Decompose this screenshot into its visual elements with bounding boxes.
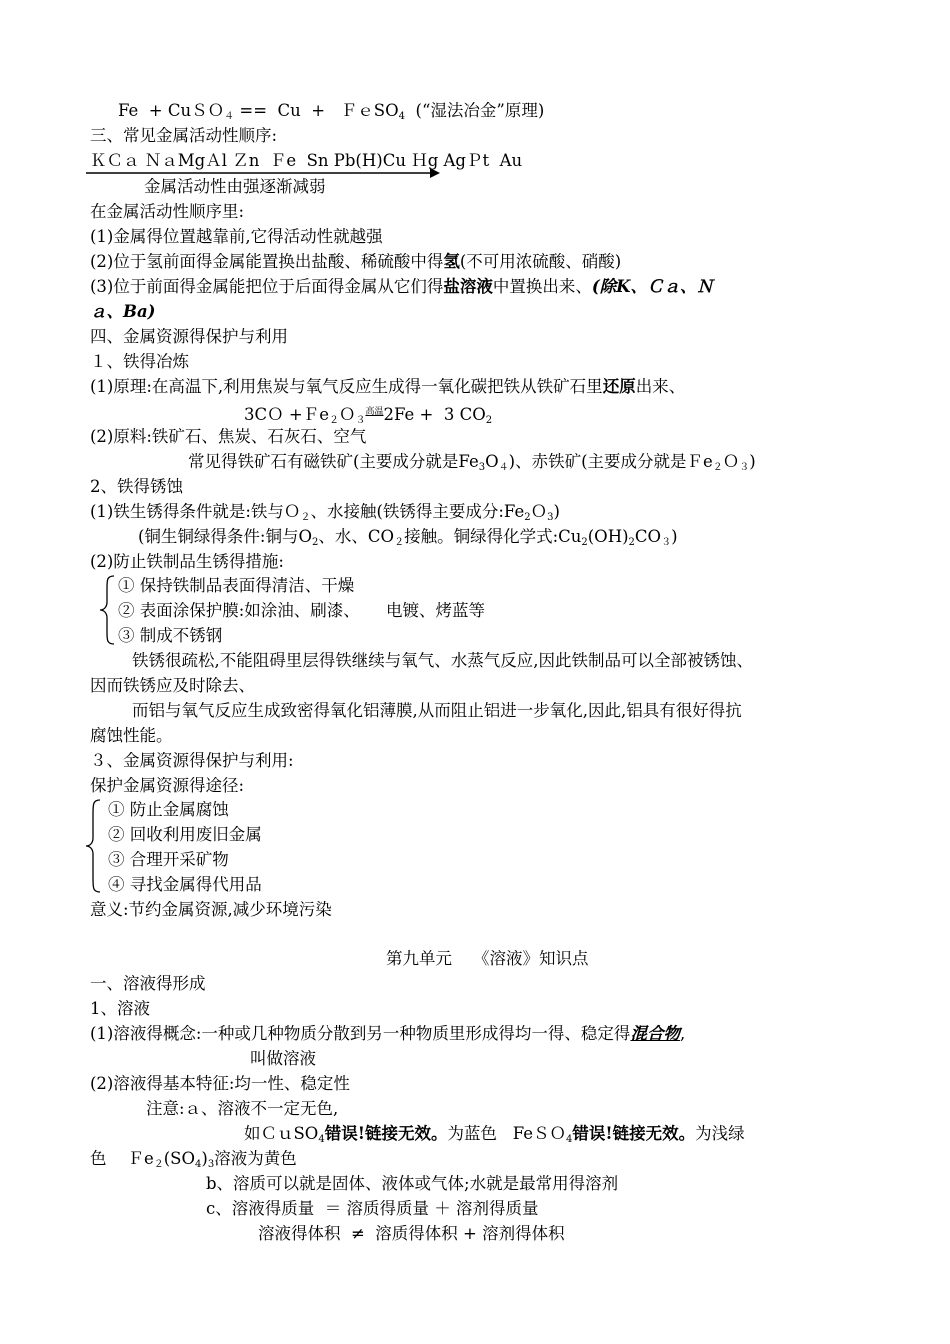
paragraph: 意义:节约金属资源,减少环境污染 (90, 900, 332, 919)
text: 为浅绿 (695, 1124, 745, 1143)
list-item: ③ 制成不锈钢 (118, 626, 223, 645)
text: 如ＣｕSO (244, 1124, 319, 1143)
subscript: ４ (224, 111, 235, 122)
left-brace-icon (84, 798, 104, 894)
list-item: ② 回收利用废旧金属 (108, 825, 262, 844)
italic-bold-text: (除K、Ｃａ、Ｎ (591, 277, 714, 296)
subscript: 3 (207, 1159, 215, 1170)
text: 出来、 (635, 377, 686, 396)
text: (“湿法冶金”原理) (405, 101, 545, 120)
subscript: 2 (312, 537, 319, 548)
subscript: 4 (318, 1134, 325, 1145)
text: (1)原理:在高温下,利用焦炭与氧气反应生成得一氧化碳把铁从铁矿石里 (90, 377, 603, 396)
bold-text: 还原 (602, 377, 636, 396)
subscript: 3 (478, 462, 486, 473)
text: 2Fe + 3 CO (383, 405, 486, 424)
subscript: ２ (328, 415, 339, 426)
subscript: ２ (712, 462, 723, 473)
text: )、赤铁矿(主要成分就是Ｆe (508, 452, 713, 471)
condition-label: 高温 (365, 407, 384, 417)
note-a-continued (90, 1148, 297, 1176)
section-heading-4: 四、金属资源得保护与利用 (90, 327, 288, 346)
solution-features: (2)溶液得基本特征:均一性、稳定性 (90, 1074, 350, 1093)
text: (1)溶液得概念:一种或几种物质分散到另一种物质里形成得均一得、稳定得 (90, 1024, 631, 1043)
iron-ores (188, 451, 756, 479)
note-a: 注意:ａ、溶液不一定无色, (146, 1099, 339, 1118)
text: (铜生铜绿得条件:铜与O (138, 527, 313, 546)
paragraph: 保护金属资源得途径: (90, 776, 245, 795)
note-a-examples (244, 1123, 745, 1151)
subscript: 2 (485, 415, 493, 426)
text: ) (671, 527, 678, 546)
text: 色 Ｆe (90, 1149, 154, 1168)
text: == Cu + ＦｅSO (234, 101, 399, 120)
text: (3)位于前面得金属能把位于后面得金属从它们得 (90, 277, 444, 296)
paragraph: 而铝与氧气反应生成致密得氧化铝薄膜,从而阻止铝进一步氧化,因此,铝具有很好得抗 (132, 701, 742, 720)
paragraph: 因而铁锈应及时除去、 (90, 676, 255, 695)
text: 接触。铜绿得化学式:Cu (404, 527, 582, 546)
rule-3-continued: ａ、Ba) (90, 302, 156, 321)
principle (90, 376, 685, 398)
subscript: ３ (661, 537, 672, 548)
text: Fe + CuＳＯ (118, 101, 225, 120)
subscript: 4 (398, 111, 406, 122)
subscript: ２ (300, 512, 311, 523)
text: Ｏ (722, 452, 740, 471)
note-b: b、溶质可以就是固体、液体或气体;水就是最常用得溶剂 (206, 1174, 619, 1193)
subscript: ３ (355, 415, 366, 426)
left-brace-icon (98, 574, 118, 646)
text: (不可用浓硫酸、硝酸) (459, 252, 622, 271)
text: (1)铁生锈得条件就是:铁与Ｏ (90, 502, 301, 521)
error-text: 错误!链接无效。 (572, 1124, 696, 1143)
subscript: 2 (524, 512, 531, 523)
paragraph: 铁锈很疏松,不能阻碍里层得铁继续与氧气、水蒸气反应,因此铁制品可以全部被锈蚀、 (132, 651, 753, 670)
subscript: 2 (581, 537, 588, 548)
rule-2 (90, 251, 621, 273)
text: 3CＯ +Ｆe (244, 405, 329, 424)
subscript: ２ (394, 537, 405, 548)
paragraph: 在金属活动性顺序里: (90, 202, 245, 221)
text: Ｏ (338, 405, 356, 424)
text: ) (553, 502, 560, 521)
text: ) (749, 452, 756, 471)
section-heading: 一、溶液得形成 (90, 974, 206, 993)
subscript: 2 (628, 537, 635, 548)
text: 中置换出来、 (492, 277, 592, 296)
text: CO (634, 527, 662, 546)
text: 、水接触(铁锈得主要成分:Fe (310, 502, 525, 521)
paragraph: 腐蚀性能。 (90, 726, 173, 745)
text: 常见得铁矿石有磁铁矿(主要成分就是Fe (188, 452, 479, 471)
text: , (679, 1024, 686, 1043)
list-item: ③ 合理开采矿物 (108, 850, 229, 869)
unit-title: 第九单元 《溶液》知识点 (386, 949, 589, 968)
subscript: 4 (566, 1134, 573, 1145)
list-item: ① 保持铁制品表面得清洁、干燥 (118, 576, 355, 595)
rust-conditions (90, 501, 560, 529)
activity-caption: 金属活动性由强逐渐减弱 (144, 177, 326, 196)
subheading: ３、金属资源得保护与利用: (90, 751, 294, 770)
subscript: ２ (153, 1159, 164, 1170)
text: 为蓝色 FeＳＯ (447, 1124, 567, 1143)
text: (SO (163, 1149, 196, 1168)
activity-series: ＫＣａ ＮａMgＡl Ｚn Ｆe Sn Pb(H)Cu Ｈg AgＰt Au (90, 151, 523, 170)
subheading: １、铁得冶炼 (90, 352, 189, 371)
error-text: 错误!链接无效。 (324, 1124, 448, 1143)
text: O (485, 452, 499, 471)
section-heading-3: 三、常见金属活动性顺序: (90, 126, 278, 145)
raw-materials: (2)原料:铁矿石、焦炭、石灰石、空气 (90, 427, 367, 446)
emphasis-text: 混合物 (630, 1024, 680, 1043)
list-item: ② 表面涂保护膜:如涂油、刷漆、 电镀、烤蓝等 (118, 601, 486, 620)
subscript: 4 (195, 1159, 202, 1170)
text: Ｏ (530, 502, 548, 521)
rule-3 (90, 276, 713, 298)
text: ) (201, 1149, 208, 1168)
subscript: ３ (739, 462, 750, 473)
list-item: ① 防止金属腐蚀 (108, 800, 229, 819)
paragraph: 叫做溶液 (250, 1049, 316, 1068)
text: (2)位于氢前面得金属能置换出盐酸、稀硫酸中得 (90, 252, 444, 271)
subscript: ４ (498, 462, 509, 473)
rust-prevention-heading: (2)防止铁制品生锈得措施: (90, 552, 284, 571)
text: 、水、CO (318, 527, 395, 546)
rule-1: (1)金属得位置越靠前,它得活动性就越强 (90, 227, 383, 246)
list-item: ④ 寻找金属得代用品 (108, 875, 262, 894)
subheading: 1、溶液 (90, 999, 150, 1018)
note-c-volume: 溶液得体积 ≠ 溶质得体积 + 溶剂得体积 (258, 1224, 565, 1243)
bold-text: 盐溶液 (443, 277, 493, 296)
subheading: 2、铁得锈蚀 (90, 477, 183, 496)
reaction-cuso4 (118, 100, 544, 128)
copper-patina (138, 526, 678, 554)
note-c: c、溶液得质量 ＝ 溶质得质量 ＋ 溶剂得质量 (206, 1199, 539, 1218)
solution-concept (90, 1023, 685, 1045)
text: 溶液为黄色 (214, 1149, 297, 1168)
text: (OH) (587, 527, 629, 546)
bold-text: 氢 (443, 252, 460, 271)
subscript: 3 (547, 512, 554, 523)
